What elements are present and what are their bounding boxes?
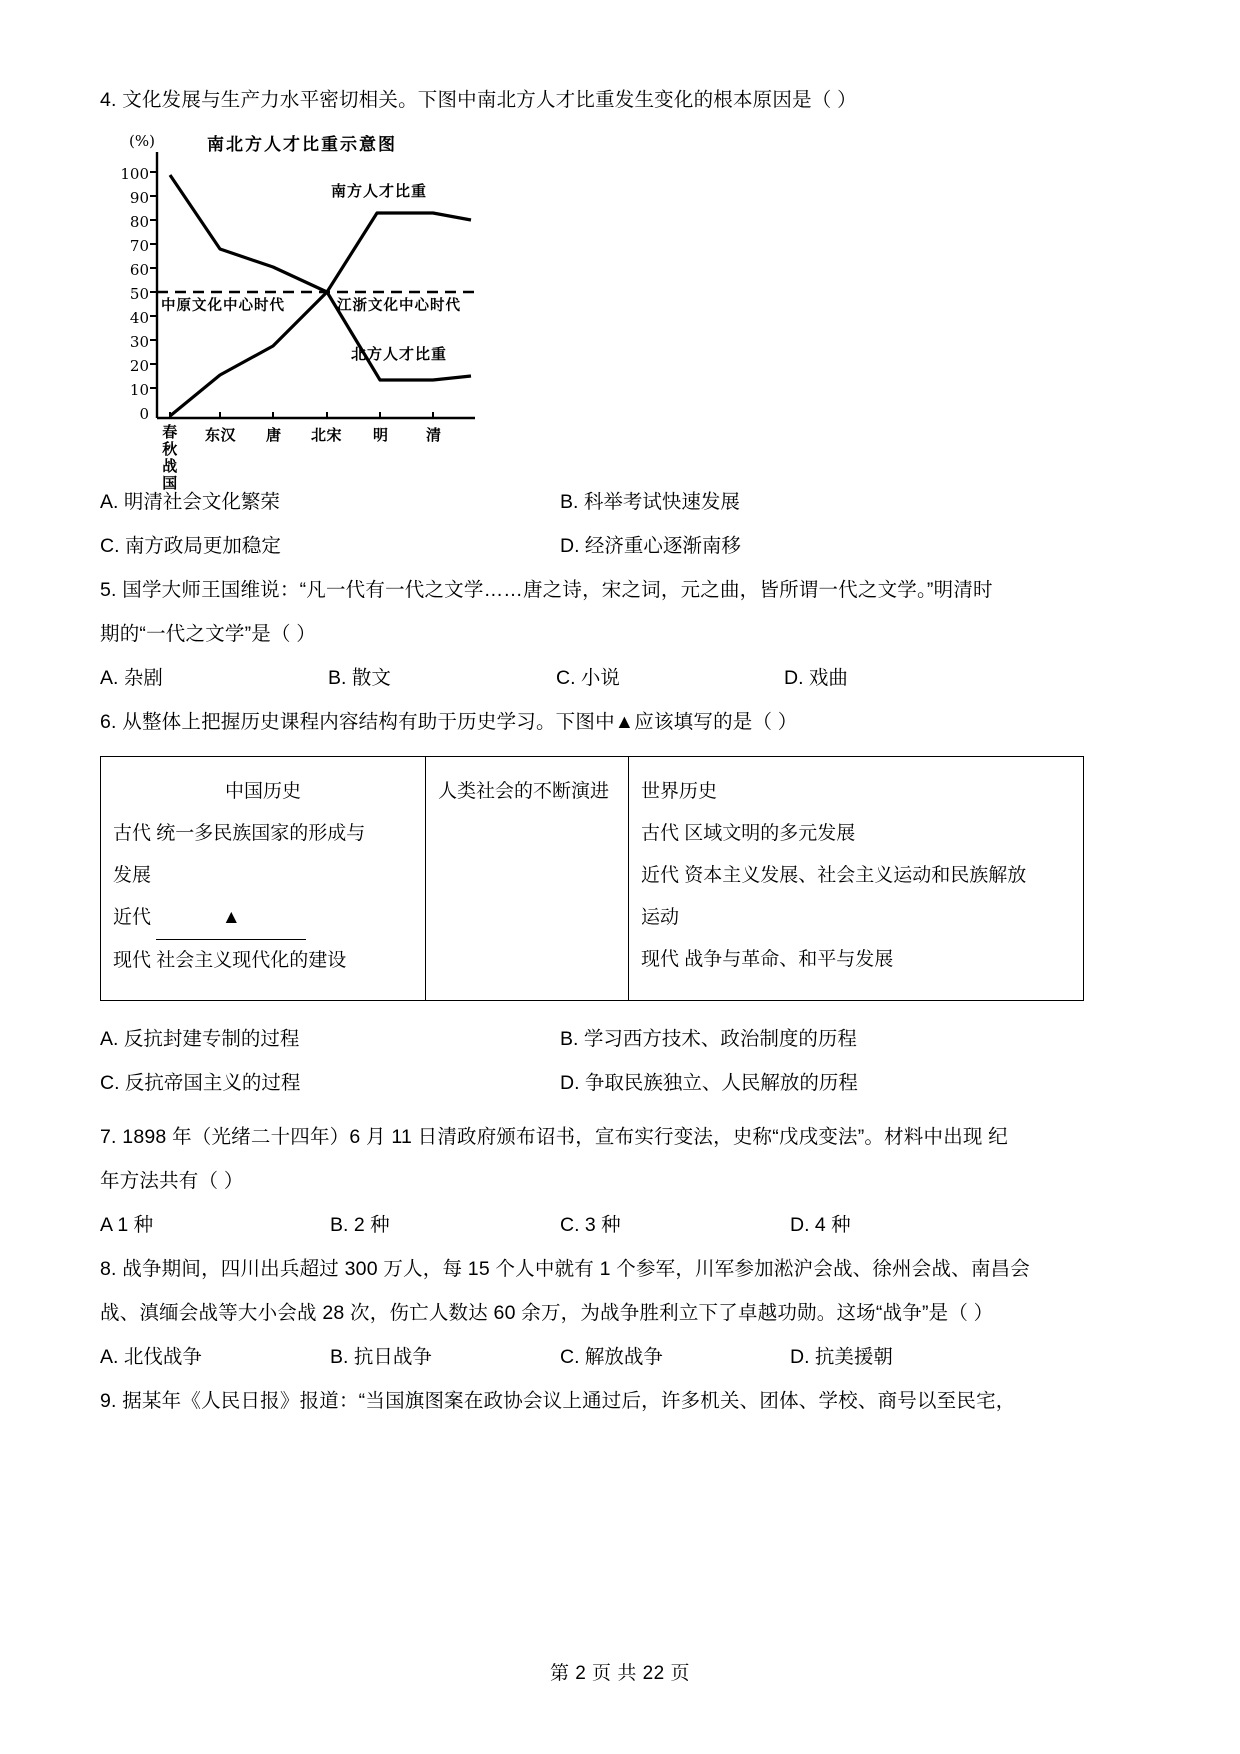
series-label-north: 北方人才比重 <box>351 345 448 363</box>
option-6-c[interactable]: C. 反抗帝国主义的过程 <box>100 1072 301 1094</box>
world-history-ancient: 古代 区域文明的多元发展 <box>641 823 856 844</box>
chart-y-unit: (%) <box>129 132 155 150</box>
option-4-c[interactable]: C. 南方政局更加稳定 <box>100 535 281 557</box>
human-society-text: 人类社会的不断演进 <box>438 781 610 802</box>
option-4-b[interactable]: B. 科举考试快速发展 <box>560 491 740 513</box>
y-tick-50: 50 <box>129 285 149 303</box>
option-7-d[interactable]: D. 4 种 <box>790 1214 851 1236</box>
page-footer: 第 2 页 共 22 页 <box>549 1663 691 1684</box>
question-4-options-row-1 <box>100 480 1020 524</box>
y-tick-60: 60 <box>129 261 149 279</box>
option-7-a[interactable]: A 1 种 <box>100 1214 154 1236</box>
x-tick-tang: 唐 <box>266 426 282 444</box>
y-tick-40: 40 <box>129 309 149 327</box>
option-7-b[interactable]: B. 2 种 <box>330 1214 390 1236</box>
table-cell-china-history <box>101 757 426 1001</box>
chart-plot-area <box>115 128 535 458</box>
table-cell-human-society <box>426 757 629 1001</box>
y-tick-30: 30 <box>129 333 149 351</box>
y-tick-10: 10 <box>129 381 149 399</box>
china-history-ancient: 古代 统一多民族国家的形成与 <box>113 823 366 844</box>
world-history-contemporary: 现代 战争与革命、和平与发展 <box>641 949 894 970</box>
x-tick-beisong: 北宋 <box>311 426 343 444</box>
option-8-c[interactable]: C. 解放战争 <box>560 1346 663 1368</box>
question-5-stem-line-2: 期的“一代之文学”是（ ） <box>100 623 317 645</box>
option-7-c[interactable]: C. 3 种 <box>560 1214 621 1236</box>
y-tick-70: 70 <box>129 237 149 255</box>
world-history-header: 世界历史 <box>641 781 718 802</box>
y-tick-0: 0 <box>139 405 149 423</box>
china-history-header: 中国历史 <box>224 781 301 802</box>
question-8-options <box>100 1335 1020 1379</box>
china-history-contemporary: 现代 社会主义现代化的建设 <box>113 950 347 971</box>
x-tick-donghan: 东汉 <box>205 426 237 444</box>
question-6-stem: 6. 从整体上把握历史课程内容结构有助于历史学习。下图中▲应该填写的是（ ） <box>100 711 798 733</box>
answer-blank-triangle[interactable]: ▲ <box>156 897 306 940</box>
table-cell-world-history <box>629 757 1084 1001</box>
y-tick-100: 100 <box>120 165 149 183</box>
question-8-stem-line-2: 战、滇缅会战等大小会战 28 次，伤亡人数达 60 余万，为战争胜利立下了卓越功勋。这场“战争”是（ ） <box>100 1302 994 1324</box>
y-tick-20: 20 <box>129 357 149 375</box>
option-4-a[interactable]: A. 明清社会文化繁荣 <box>100 491 280 513</box>
option-5-c[interactable]: C. 小说 <box>556 667 620 689</box>
china-history-modern-label: 近代 <box>113 907 157 928</box>
option-8-b[interactable]: B. 抗日战争 <box>330 1346 432 1368</box>
option-8-a[interactable]: A. 北伐战争 <box>100 1346 202 1368</box>
world-history-modern-cont: 运动 <box>641 907 680 928</box>
china-history-modern-row <box>113 897 413 940</box>
annotation-central-plains-era: 中原文化中心时代 <box>161 297 285 314</box>
question-7-stem-line-1: 7. 1898 年（光绪二十四年）6 月 11 日清政府颁布诏书，宣布实行变法，史称“戊戌变法”。材料中出现 纪 <box>100 1126 1008 1148</box>
option-6-d[interactable]: D. 争取民族独立、人民解放的历程 <box>560 1072 858 1094</box>
question-5-options <box>100 656 1020 700</box>
question-7-stem-line-2: 年方法共有（ ） <box>100 1170 244 1192</box>
y-tick-90: 90 <box>129 189 149 207</box>
question-9-stem-line-1: 9. 据某年《人民日报》报道：“当国旗图案在政协会议上通过后，许多机关、团体、学校、商号以至民宅， <box>100 1390 1016 1412</box>
option-8-d[interactable]: D. 抗美援朝 <box>790 1346 893 1368</box>
x-tick-chunqiu-zhanguo: 春秋战国 <box>162 423 178 492</box>
option-6-b[interactable]: B. 学习西方技术、政治制度的历程 <box>560 1028 857 1050</box>
series-label-south: 南方人才比重 <box>331 182 428 200</box>
x-tick-qing: 清 <box>426 426 442 444</box>
question-4-stem: 4. 文化发展与生产力水平密切相关。下图中南北方人才比重发生变化的根本原因是（ ） <box>100 89 857 111</box>
table-row <box>101 757 1084 1001</box>
chart-title: 南北方人才比重示意图 <box>207 135 397 155</box>
x-tick-ming: 明 <box>373 426 389 444</box>
question-5-stem-line-1: 5. 国学大师王国维说：“凡一代有一代之文学……唐之诗，宋之词，元之曲，皆所谓一代之文学。”明清时 <box>100 579 993 601</box>
question-6-options-row-1 <box>100 1017 1020 1061</box>
annotation-jiangzhe-era: 江浙文化中心时代 <box>337 297 461 314</box>
question-4-options-row-2 <box>100 524 1020 568</box>
option-4-d[interactable]: D. 经济重心逐渐南移 <box>560 535 741 557</box>
china-history-ancient-cont: 发展 <box>113 865 152 886</box>
question-7-options <box>100 1203 1020 1247</box>
option-5-b[interactable]: B. 散文 <box>328 667 391 689</box>
option-5-d[interactable]: D. 戏曲 <box>784 667 848 689</box>
question-6-options-row-2 <box>100 1061 1020 1105</box>
option-6-a[interactable]: A. 反抗封建专制的过程 <box>100 1028 300 1050</box>
world-history-modern: 近代 资本主义发展、社会主义运动和民族解放 <box>641 865 1027 886</box>
option-5-a[interactable]: A. 杂剧 <box>100 667 163 689</box>
history-structure-table <box>100 756 1084 1001</box>
question-8-stem-line-1: 8. 战争期间，四川出兵超过 300 万人，每 15 个人中就有 1 个参军，川军参加淞沪会战、徐州会战、南昌会 <box>100 1258 1030 1280</box>
y-tick-80: 80 <box>129 213 149 231</box>
page-content <box>100 78 1030 1423</box>
talent-ratio-chart <box>115 128 535 492</box>
